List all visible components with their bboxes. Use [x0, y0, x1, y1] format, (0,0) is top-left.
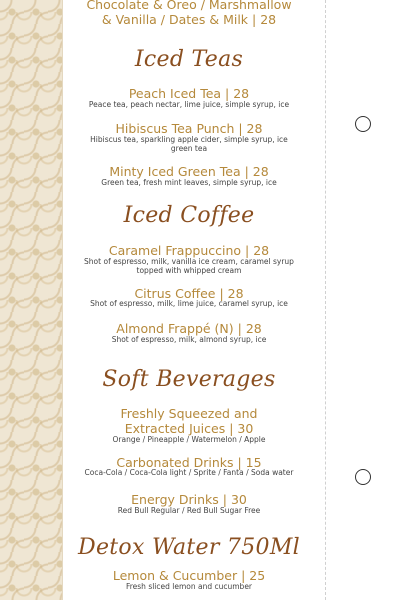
binder-hole-top: [355, 116, 371, 132]
section-title-soft-beverages: Soft Beverages: [102, 367, 276, 392]
carryover-line1: Chocolate & Oreo / Marshmallow: [86, 0, 292, 12]
item-desc-carbonated-drinks: Coca-Cola / Coca-Cola light / Sprite / Fanta / Soda water: [84, 468, 294, 477]
item-desc-caramel-frappuccino: Shot of espresso, milk, vanilla ice cream, caramel syrup: [84, 257, 294, 266]
item-name-hibiscus-tea-punch: Hibiscus Tea Punch | 28: [115, 121, 263, 136]
section-title-detox-water: Detox Water 750Ml: [78, 535, 300, 560]
item-desc-minty-iced-green-tea: Green tea, fresh mint leaves, simple syrup, ice: [101, 178, 277, 187]
item-name-almond-frappe: Almond Frappé (N) | 28: [116, 321, 262, 336]
item-name-extracted-juices: Extracted Juices | 30: [124, 421, 254, 436]
carryover-line2: & Vanilla / Dates & Milk | 28: [101, 12, 277, 27]
item-name-citrus-coffee: Citrus Coffee | 28: [134, 286, 244, 301]
item-name-carbonated-drinks: Carbonated Drinks | 15: [116, 455, 262, 470]
item-name-freshly-squeezed: Freshly Squeezed and: [120, 406, 258, 421]
item-desc-lemon-cucumber: Fresh sliced lemon and cucumber: [125, 582, 253, 591]
item-name-caramel-frappuccino: Caramel Frappuccino | 28: [108, 243, 270, 258]
item-desc-almond-frappe: Shot of espresso, milk, almond syrup, ice: [111, 335, 267, 344]
binder-hole-bottom: [355, 469, 371, 485]
item-desc-juices: Orange / Pineapple / Watermelon / Apple: [112, 435, 266, 444]
item-name-peach-iced-tea: Peach Iced Tea | 28: [128, 86, 250, 101]
item-name-lemon-cucumber: Lemon & Cucumber | 25: [112, 568, 266, 583]
carryover-item: [70, 0, 308, 27]
section-title-iced-teas: Iced Teas: [134, 47, 244, 72]
item-desc-citrus-coffee: Shot of espresso, milk, lime juice, caramel syrup, ice: [90, 299, 288, 308]
perforation-line: [325, 0, 326, 600]
decorative-pattern-border: [0, 0, 62, 600]
item-desc-energy-drinks: Red Bull Regular / Red Bull Sugar Free: [117, 506, 261, 515]
item-name-energy-drinks: Energy Drinks | 30: [131, 492, 247, 507]
section-title-iced-coffee: Iced Coffee: [123, 203, 255, 228]
item-desc-hibiscus-tea-punch-line2: green tea: [170, 144, 208, 153]
item-desc-caramel-frappuccino-line2: topped with whipped cream: [136, 266, 242, 275]
item-name-minty-iced-green-tea: Minty Iced Green Tea | 28: [109, 164, 269, 179]
pattern-edge-line: [62, 0, 63, 600]
item-desc-peach-iced-tea: Peace tea, peach nectar, lime juice, simple syrup, ice: [88, 100, 290, 109]
item-desc-hibiscus-tea-punch: Hibiscus tea, sparkling apple cider, simple syrup, ice: [90, 135, 288, 144]
